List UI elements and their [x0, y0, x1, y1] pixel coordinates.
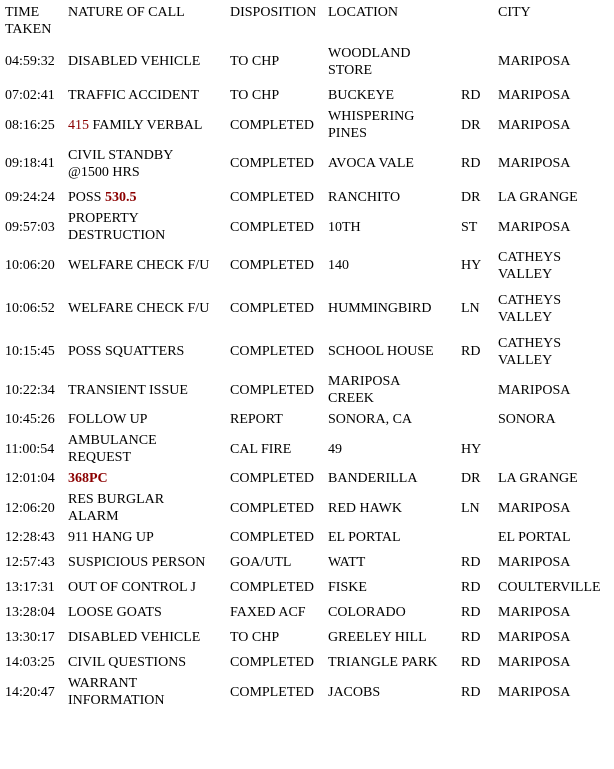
cell-disposition: COMPLETED	[230, 500, 314, 516]
table-row	[0, 525, 614, 550]
nature-text: TRAFFIC ACCIDENT	[68, 88, 200, 103]
cell-suffix	[461, 525, 498, 550]
cell-suffix	[461, 373, 498, 407]
cell-nature	[68, 491, 230, 525]
cell-suffix: LN	[461, 500, 480, 516]
cell-nature	[68, 40, 230, 83]
cell-city: MARIPOSA	[498, 117, 571, 133]
cell-suffix: RD	[461, 344, 481, 359]
cell-location: WATT	[328, 555, 366, 570]
cell-suffix: RD	[461, 580, 481, 595]
cell-time: 13:28:04	[5, 605, 55, 620]
cell-location: BUCKEYE	[328, 88, 395, 103]
cell-nature	[68, 432, 230, 466]
cell-nature	[68, 108, 230, 142]
cell-time: 10:15:45	[5, 344, 55, 359]
cell-disposition: TO CHP	[230, 88, 280, 103]
cell-location: 140	[328, 258, 349, 273]
nature-text: AMBULANCE REQUEST	[68, 433, 157, 465]
cell-location: BANDERILLA	[328, 471, 418, 486]
cell-city: MARIPOSA	[498, 630, 571, 645]
cell-location: 10TH	[328, 219, 361, 235]
cell-suffix: RD	[461, 88, 481, 103]
cell-time: 09:57:03	[5, 219, 55, 235]
cell-suffix: HY	[461, 441, 482, 457]
table-row	[0, 625, 614, 650]
cell-suffix: RD	[461, 555, 481, 570]
table-row	[0, 432, 614, 466]
table-row	[0, 108, 614, 142]
cell-nature	[68, 625, 230, 650]
cell-location: GREELEY HILL	[328, 630, 427, 645]
cell-location: MARIPOSA CREEK	[328, 374, 401, 406]
cell-location: WHISPERING PINES	[328, 109, 415, 141]
table-row	[0, 83, 614, 108]
cell-city: LA GRANGE	[498, 471, 578, 486]
cell-time: 11:00:54	[5, 441, 55, 457]
nature-text: CIVIL STANDBY @1500 HRS	[68, 147, 174, 180]
cell-location: COLORADO	[328, 605, 406, 620]
cell-time: 14:20:47	[5, 684, 55, 700]
cell-time: 14:03:25	[5, 655, 55, 670]
penal-code: 368PC	[68, 471, 108, 486]
cell-city: CATHEYS VALLEY	[498, 249, 562, 282]
cell-city: MARIPOSA	[498, 555, 571, 570]
cell-nature	[68, 466, 230, 491]
nature-text: WELFARE CHECK F/U	[68, 301, 210, 316]
cell-city: MARIPOSA	[498, 684, 571, 700]
table-row	[0, 600, 614, 625]
cell-disposition: COMPLETED	[230, 219, 314, 235]
cell-suffix: DR	[461, 471, 481, 486]
header-location: LOCATION	[328, 5, 398, 20]
cell-disposition: FAXED ACF	[230, 605, 306, 620]
cell-disposition: COMPLETED	[230, 117, 314, 133]
cell-location: EL PORTAL	[328, 530, 401, 545]
cell-suffix: HY	[461, 258, 482, 273]
nature-text: POSS	[68, 190, 105, 205]
cell-disposition: REPORT	[230, 412, 283, 427]
cell-suffix: ST	[461, 219, 478, 235]
penal-code: 415	[68, 117, 89, 133]
table-row	[0, 142, 614, 185]
cell-city: MARIPOSA	[498, 54, 571, 69]
cell-time: 10:06:52	[5, 301, 55, 316]
cell-nature	[68, 373, 230, 407]
table-row	[0, 210, 614, 244]
cell-city: MARIPOSA	[498, 156, 571, 171]
cell-location: SCHOOL HOUSE	[328, 344, 434, 359]
cell-disposition: COMPLETED	[230, 530, 314, 545]
cell-nature	[68, 330, 230, 373]
table-row	[0, 466, 614, 491]
nature-text: RES BURGLAR ALARM	[68, 492, 165, 524]
cell-disposition: COMPLETED	[230, 190, 314, 205]
nature-text: FOLLOW UP	[68, 412, 148, 427]
cell-location: RANCHITO	[328, 190, 401, 205]
cell-nature	[68, 244, 230, 287]
cell-city: MARIPOSA	[498, 219, 571, 235]
cell-city: MARIPOSA	[498, 655, 571, 670]
nature-text: WELFARE CHECK F/U	[68, 258, 210, 273]
cell-nature	[68, 407, 230, 432]
table-row	[0, 550, 614, 575]
cell-disposition: COMPLETED	[230, 156, 314, 171]
table-row	[0, 330, 614, 373]
cell-suffix: RD	[461, 605, 481, 620]
cell-disposition: COMPLETED	[230, 258, 314, 273]
cell-nature	[68, 600, 230, 625]
cell-disposition: COMPLETED	[230, 382, 314, 398]
cell-time: 13:30:17	[5, 630, 55, 645]
cell-city: CATHEYS VALLEY	[498, 335, 562, 368]
cell-location: WOODLAND STORE	[328, 45, 411, 78]
cell-suffix: RD	[461, 655, 481, 670]
header-time-taken: TIME TAKEN	[5, 5, 52, 37]
cell-location: SONORA, CA	[328, 412, 413, 427]
cell-time: 09:24:24	[5, 190, 55, 205]
cell-disposition: COMPLETED	[230, 471, 314, 486]
cell-time: 12:57:43	[5, 555, 55, 570]
nature-text: CIVIL QUESTIONS	[68, 655, 187, 670]
cell-disposition: COMPLETED	[230, 301, 314, 316]
cell-disposition: CAL FIRE	[230, 441, 292, 457]
cell-city: MARIPOSA	[498, 382, 571, 398]
table-row	[0, 575, 614, 600]
header-city: CITY	[498, 5, 531, 20]
cell-nature	[68, 287, 230, 330]
cell-suffix: LN	[461, 301, 480, 316]
table-row	[0, 650, 614, 675]
cell-location: TRIANGLE PARK	[328, 655, 438, 670]
cell-suffix: RD	[461, 684, 481, 700]
cell-suffix: RD	[461, 156, 481, 171]
cell-city: SONORA	[498, 412, 556, 427]
cell-location: RED HAWK	[328, 500, 402, 516]
cell-city: COULTERVILLE	[498, 580, 601, 595]
nature-text: WARRANT INFORMATION	[68, 676, 165, 708]
cell-nature	[68, 650, 230, 675]
cell-location: FISKE	[328, 580, 367, 595]
cell-disposition: COMPLETED	[230, 580, 314, 595]
cell-time: 13:17:31	[5, 580, 55, 595]
cell-suffix	[461, 40, 498, 83]
nature-text: TRANSIENT ISSUE	[68, 382, 188, 398]
nature-text: OUT OF CONTROL J	[68, 580, 196, 595]
cell-disposition: COMPLETED	[230, 655, 314, 670]
cell-nature	[68, 185, 230, 210]
header-nature-of-call: NATURE OF CALL	[68, 5, 185, 20]
nature-text: LOOSE GOATS	[68, 605, 162, 620]
cell-time: 12:28:43	[5, 530, 55, 545]
cell-city	[498, 432, 614, 466]
cell-suffix: DR	[461, 117, 481, 133]
cell-disposition: COMPLETED	[230, 684, 314, 700]
nature-text: POSS SQUATTERS	[68, 344, 185, 359]
cell-location: AVOCA VALE	[328, 156, 414, 171]
cell-nature	[68, 575, 230, 600]
header-suffix	[461, 0, 498, 40]
cell-suffix: RD	[461, 630, 481, 645]
cell-disposition: GOA/UTL	[230, 555, 292, 570]
table-row	[0, 407, 614, 432]
cell-time: 10:22:34	[5, 382, 55, 398]
cell-time: 08:16:25	[5, 117, 55, 133]
nature-text: FAMILY VERBAL	[89, 117, 203, 133]
cell-disposition: TO CHP	[230, 630, 280, 645]
cell-nature	[68, 550, 230, 575]
cell-location: 49	[328, 441, 342, 457]
cell-city: MARIPOSA	[498, 500, 571, 516]
cell-city: CATHEYS VALLEY	[498, 292, 562, 325]
header-row	[0, 0, 614, 40]
cell-time: 04:59:32	[5, 54, 55, 69]
nature-text: SUSPICIOUS PERSON	[68, 555, 206, 570]
nature-text: 911 HANG UP	[68, 530, 154, 545]
cell-city: EL PORTAL	[498, 530, 571, 545]
penal-code: 530.5	[104, 190, 137, 205]
cell-location: HUMMINGBIRD	[328, 301, 432, 316]
cell-nature	[68, 83, 230, 108]
cell-disposition: COMPLETED	[230, 344, 314, 359]
cell-time: 12:06:20	[5, 500, 55, 516]
cell-city: MARIPOSA	[498, 88, 571, 103]
nature-text: DISABLED VEHICLE	[68, 54, 201, 69]
cell-time: 10:06:20	[5, 258, 55, 273]
cell-time: 07:02:41	[5, 88, 55, 103]
cell-time: 12:01:04	[5, 471, 55, 486]
cell-nature	[68, 142, 230, 185]
cell-city: LA GRANGE	[498, 190, 578, 205]
nature-text: PROPERTY DESTRUCTION	[68, 211, 166, 243]
cell-time: 09:18:41	[5, 156, 55, 171]
table-row	[0, 40, 614, 83]
cell-nature	[68, 210, 230, 244]
cell-city: MARIPOSA	[498, 605, 571, 620]
table-row	[0, 373, 614, 407]
header-disposition: DISPOSITION	[230, 5, 317, 20]
table-row	[0, 287, 614, 330]
table-row	[0, 675, 614, 709]
cell-time: 10:45:26	[5, 412, 55, 427]
cell-location: JACOBS	[328, 684, 381, 700]
cell-suffix	[461, 407, 498, 432]
cell-nature	[68, 525, 230, 550]
cell-suffix: DR	[461, 190, 481, 205]
nature-text: DISABLED VEHICLE	[68, 630, 201, 645]
cell-nature	[68, 675, 230, 709]
cell-disposition: TO CHP	[230, 54, 280, 69]
table-row	[0, 244, 614, 287]
table-row	[0, 185, 614, 210]
table-row	[0, 491, 614, 525]
